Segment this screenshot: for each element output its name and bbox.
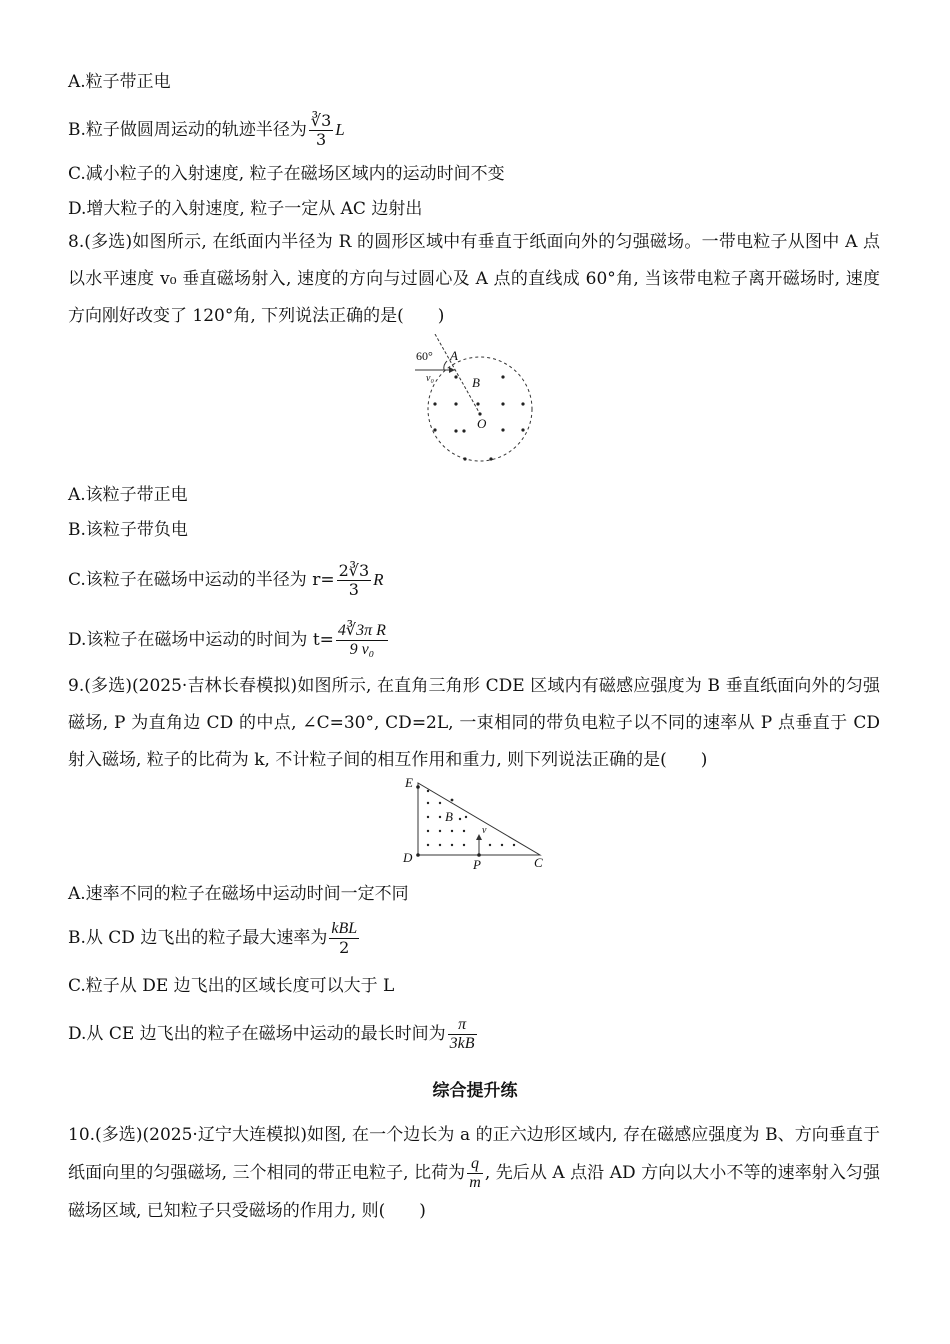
q10-charge-mass-fraction: [467, 1155, 483, 1192]
angle-arc: [444, 361, 447, 370]
velocity-arrowhead: [449, 367, 455, 373]
q7-option-d: D.增大粒子的入射速度, 粒子一定从 AC 边射出: [68, 199, 423, 219]
q9-option-b-fraction: [329, 920, 359, 957]
fraction-numerator: ∛3: [310, 111, 332, 130]
q7-option-b: [68, 112, 345, 149]
q9-option-c: C.粒子从 DE 边飞出的区域长度可以大于 L: [68, 976, 395, 996]
fraction-numerator: kBL: [331, 920, 358, 937]
q10-question-text: [68, 1116, 880, 1230]
q8-option-c: [68, 562, 384, 599]
label-v: v: [482, 825, 487, 836]
q9-option-d-fraction: [448, 1016, 477, 1053]
point-o-label: O: [477, 416, 487, 431]
q9-question-text: 9.(多选)(2025·吉林长春模拟)如图所示, 在直角三角形 CDE 区域内有磁感应强度为 B 垂直纸面向外的匀强磁场, P 为直角边 CD 的中点, ∠C=30°, CD=2L, 一束相同的带负电粒子以不同的速率从 P 点垂直于 CD 射入磁场, 粒子的比荷为 k, 不计粒子间的相互作用和重力, 则下列说法正确的是( ): [68, 676, 880, 770]
q10-text-part-1: 10.(多选)(2025·辽宁大连模拟)如图, 在一个边长为 a 的正六边形区域内, 存在磁感应强度为 B、方向垂直于纸面向里的匀强磁场, 三个相同的带正电粒子, 比荷为: [68, 1125, 880, 1183]
a-to-o-dashed-line: [435, 334, 480, 414]
fraction-denominator: 3kB: [449, 1035, 475, 1052]
fraction-numerator: 2∛3: [338, 561, 370, 580]
q7-option-b-fraction: [309, 112, 333, 149]
q8-option-b: B.该粒子带负电: [68, 520, 188, 540]
fraction-denominator: 3: [316, 130, 327, 149]
fraction-denominator: 9 v₀: [349, 641, 375, 658]
q9-option-d-prefix: D.从 CE 边飞出的粒子在磁场中运动的最长时间为: [68, 1024, 446, 1044]
q9-option-a: A.速率不同的粒子在磁场中运动时间一定不同: [68, 884, 409, 904]
velocity-label: v₀: [426, 373, 434, 384]
fraction-numerator: π: [448, 1016, 477, 1035]
angle-label: 60°: [416, 349, 433, 363]
q8-option-d: [68, 622, 390, 659]
q8-option-c-fraction: [337, 562, 372, 599]
field-boundary-circle: [428, 357, 532, 461]
q8-option-c-suffix: R: [373, 570, 384, 589]
point-a-label: A: [450, 348, 458, 363]
fraction-denominator: m: [469, 1174, 481, 1191]
q7-option-b-suffix: L: [335, 120, 345, 139]
label-e: E: [405, 775, 413, 790]
q8-figure-circle-field: [400, 334, 550, 474]
q8-option-a: A.该粒子带正电: [68, 485, 188, 505]
q7-option-b-prefix: B.粒子做圆周运动的轨迹半径为: [68, 120, 307, 140]
q9-figure-triangle-field: [400, 775, 550, 875]
q8-option-c-prefix: C.该粒子在磁场中运动的半径为 r=: [68, 570, 335, 590]
q7-option-a: A.粒子带正电: [68, 72, 171, 92]
q9-option-b-prefix: B.从 CD 边飞出的粒子最大速率为: [68, 928, 328, 948]
fraction-denominator: 3: [348, 580, 359, 599]
fraction-denominator: 2: [339, 938, 350, 957]
q8-option-d-prefix: D.该粒子在磁场中运动的时间为 t=: [68, 630, 334, 650]
field-dots: [416, 785, 515, 857]
q10-text-part-2: , 先后从 A 点沿 AD 方向以大小不等的速率射入匀强磁场区域, 已知粒子只受磁场的作用力, 则( ): [68, 1163, 880, 1221]
fraction-numerator: 4∛3π R: [337, 622, 386, 639]
label-p: P: [473, 857, 481, 872]
q8-option-d-fraction: [336, 622, 388, 659]
q9-option-b: [68, 920, 361, 957]
q8-question-text: 8.(多选)如图所示, 在纸面内半径为 R 的圆形区域中有垂直于纸面向外的匀强磁场。一带电粒子从图中 A 点以水平速度 v₀ 垂直磁场射入, 速度的方向与过圆心及 A 点的直线成 60°角, 当该带电粒子离开磁场时, 速度方向刚好改变了 120°角, 下列说法正确的是( ): [68, 232, 880, 326]
label-d: D: [403, 850, 413, 865]
label-b: B: [445, 809, 453, 824]
section-title: 综合提升练: [432, 1081, 518, 1101]
fraction-numerator: q: [467, 1155, 483, 1174]
q7-option-c: C.减小粒子的入射速度, 粒子在磁场区域内的运动时间不变: [68, 164, 505, 184]
label-c: C: [534, 855, 543, 870]
q9-option-d: [68, 1016, 479, 1053]
point-b-label: B: [472, 375, 480, 390]
